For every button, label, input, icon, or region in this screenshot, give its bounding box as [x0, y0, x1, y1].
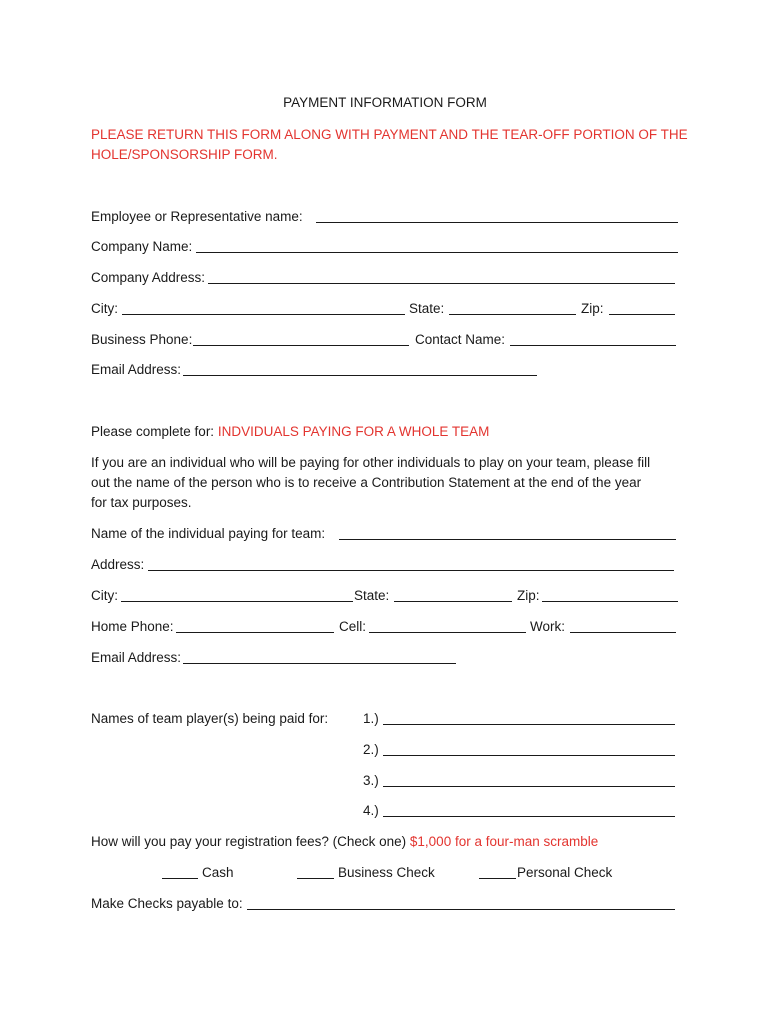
- email-field[interactable]: [183, 375, 537, 376]
- work-label: Work:: [530, 619, 566, 634]
- company-address-label: Company Address:: [91, 270, 206, 285]
- personal-check-checkbox-line[interactable]: [479, 878, 516, 879]
- payable-field[interactable]: [247, 909, 675, 910]
- employee-name-label: Employee or Representative name:: [91, 209, 303, 224]
- player-3-number: 3.): [363, 773, 379, 788]
- payable-label: Make Checks payable to:: [91, 896, 243, 911]
- cash-checkbox-line[interactable]: [162, 878, 198, 879]
- state-label: State:: [409, 301, 445, 316]
- payer-state-label: State:: [354, 588, 390, 603]
- player-1-number: 1.): [363, 711, 379, 726]
- city-field[interactable]: [122, 314, 405, 315]
- company-address-field[interactable]: [208, 283, 675, 284]
- business-check-checkbox-line[interactable]: [297, 878, 334, 879]
- email-label: Email Address:: [91, 362, 182, 377]
- employee-name-field[interactable]: [316, 222, 678, 223]
- company-name-label: Company Name:: [91, 239, 193, 254]
- work-field[interactable]: [570, 632, 676, 633]
- city-label: City:: [91, 301, 118, 316]
- business-phone-field[interactable]: [193, 345, 409, 346]
- team-intro: [91, 424, 489, 440]
- team-paragraph-line-1: If you are an individual who will be paying for other individuals to play on your team, please fill: [91, 455, 651, 470]
- payer-city-field[interactable]: [121, 601, 353, 602]
- state-field[interactable]: [449, 314, 576, 315]
- payer-address-label: Address:: [91, 557, 145, 572]
- payer-city-label: City:: [91, 588, 118, 603]
- payment-question: [91, 834, 598, 850]
- payer-name-label: Name of the individual paying for team:: [91, 526, 326, 541]
- return-notice-line-1: PLEASE RETURN THIS FORM ALONG WITH PAYMENT AND THE TEAR-OFF PORTION OF THE: [91, 127, 688, 142]
- team-intro-highlight: INDVIDUALS PAYING FOR A WHOLE TEAM: [217, 424, 490, 439]
- player-4-field[interactable]: [383, 816, 675, 817]
- fee-note: $1,000 for a four-man scramble: [409, 834, 599, 849]
- zip-field[interactable]: [609, 314, 675, 315]
- payer-zip-label: Zip:: [517, 588, 540, 603]
- payer-email-field[interactable]: [183, 663, 456, 664]
- form-title: PAYMENT INFORMATION FORM: [283, 95, 487, 110]
- contact-name-field[interactable]: [510, 345, 676, 346]
- cell-label: Cell:: [339, 619, 367, 634]
- player-2-field[interactable]: [383, 755, 675, 756]
- team-intro-label: Please complete for:: [91, 424, 215, 439]
- personal-check-option: Personal Check: [517, 865, 613, 880]
- player-3-field[interactable]: [383, 786, 675, 787]
- return-notice-line-2: HOLE/SPONSORSHIP FORM.: [91, 147, 278, 162]
- payer-email-label: Email Address:: [91, 650, 182, 665]
- cash-option: Cash: [202, 865, 234, 880]
- cell-field[interactable]: [369, 632, 526, 633]
- payer-zip-field[interactable]: [542, 601, 678, 602]
- payment-question-text: How will you pay your registration fees? (Check one): [91, 834, 407, 849]
- player-2-number: 2.): [363, 742, 379, 757]
- contact-name-label: Contact Name:: [415, 332, 506, 347]
- player-1-field[interactable]: [383, 724, 675, 725]
- payer-state-field[interactable]: [394, 601, 512, 602]
- home-phone-field[interactable]: [176, 632, 334, 633]
- team-paragraph-line-2: out the name of the person who is to receive a Contribution Statement at the end of the year: [91, 475, 642, 490]
- player-4-number: 4.): [363, 803, 379, 818]
- company-name-field[interactable]: [196, 252, 678, 253]
- players-label: Names of team player(s) being paid for:: [91, 711, 329, 726]
- payer-address-field[interactable]: [148, 570, 674, 571]
- team-paragraph-line-3: for tax purposes.: [91, 495, 192, 510]
- zip-label: Zip:: [581, 301, 604, 316]
- payer-name-field[interactable]: [339, 539, 676, 540]
- home-phone-label: Home Phone:: [91, 619, 174, 634]
- business-phone-label: Business Phone:: [91, 332, 193, 347]
- business-check-option: Business Check: [338, 865, 435, 880]
